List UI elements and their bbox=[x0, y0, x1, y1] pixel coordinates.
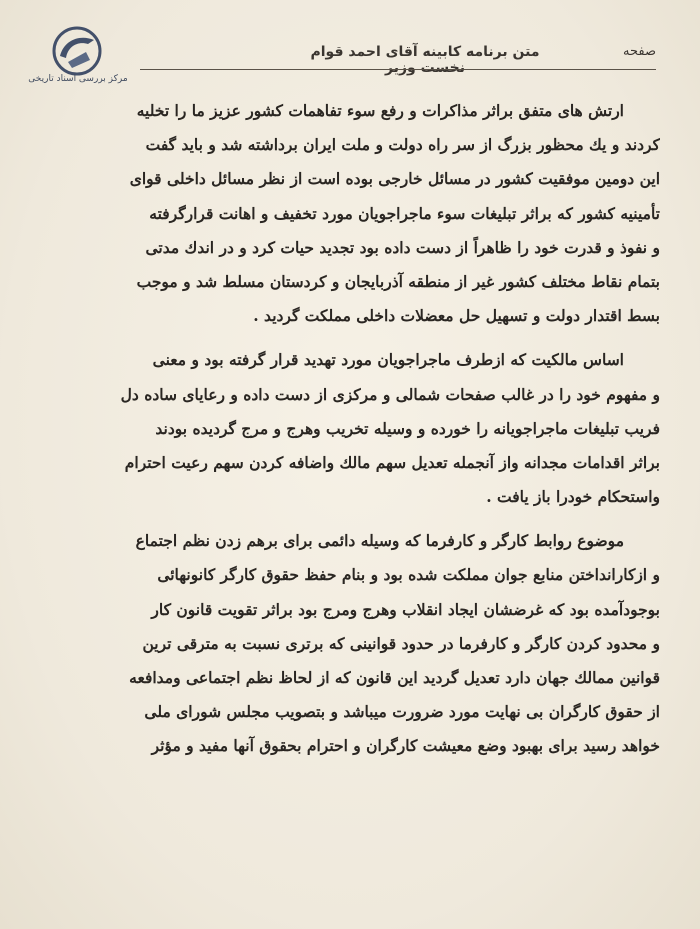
paragraph bbox=[60, 343, 660, 514]
text-line: و مفهوم خود را در غالب صفحات شمالی و مرکزی از دست داده و رعایای ساده دل bbox=[120, 384, 660, 404]
text-line: موضوع روابط کارگر و کارفرما که وسیله دائمی برای برهم زدن نظم اجتماع bbox=[135, 531, 624, 551]
text-line: فریب تبلیغات ماجراجویانه را خورده و وسیله تخریب وهرج و مرج گردیده بودند bbox=[155, 418, 660, 438]
page-label: صفحه bbox=[623, 44, 656, 59]
text-line: براثر اقدامات مجدانه واز آنجمله تعدیل سهم مالك واضافه کردن سهم رعیت احترام bbox=[124, 452, 660, 472]
archive-logo-icon bbox=[50, 26, 104, 76]
text-line: واستحکام خودرا باز یافت . bbox=[486, 487, 660, 507]
watermark bbox=[8, 22, 143, 84]
text-line: بتمام نقاط مختلف کشور غیر از منطقه آذربایجان و کردستان مسلط شد و موجب bbox=[136, 271, 660, 291]
text-line: از حقوق کارگران بی نهایت مورد ضرورت میباشد و بتصویب مجلس شورای ملی bbox=[144, 702, 660, 722]
text-line: و ازکارانداختن منابع جوان مملکت شده بود و بنام حفظ حقوق کارگر کانونهائی bbox=[157, 565, 660, 585]
text-line: ارتش های متفق براثر مذاکرات و رفع سوء تفاهمات کشور عزیز ما را تخلیه bbox=[136, 101, 624, 120]
watermark-text: مرکز بررسی اسناد تاریخی bbox=[28, 74, 128, 84]
text-line: تأمینیه کشور که براثر تبلیغات سوء ماجراجویان مورد تخفیف و اهانت قرارگرفته bbox=[149, 203, 660, 223]
paragraph bbox=[60, 94, 660, 333]
text-line: قوانین ممالك جهان دارد تعدیل گردید این قانون که از لحاظ نظم اجتماعی ومدافعه bbox=[129, 668, 660, 687]
text-line: بوجودآمده بود که غرضشان ایجاد انقلاب وهرج ومرج بود براثر تقویت قانون کار bbox=[151, 599, 660, 619]
text-line: و محدود کردن کارگر و کارفرما در حدود قوانینی که برتری نسبت به مترقی ترین bbox=[142, 633, 660, 653]
header-title: متن برنامه کابینه آقای احمد قوام نخست وزیر bbox=[310, 44, 540, 76]
text-line: خواهد رسید برای بهبود وضع معیشت کارگران و احترام بحقوق آنها مفید و مؤثر bbox=[151, 736, 660, 756]
paragraph bbox=[60, 524, 660, 763]
text-line: اساس مالکیت که ازطرف ماجراجویان مورد تهدید قرار گرفته بود و معنی bbox=[152, 350, 624, 370]
document-body bbox=[60, 94, 660, 764]
text-line: و نفوذ و قدرت خود را ظاهراً از دست داده بود تجدید حیات کرد و در اندك مدتی bbox=[145, 237, 660, 257]
text-line: این دومین موفقیت کشور در مسائل خارجی بوده است از نظر مسائل داخلی قوای bbox=[129, 169, 660, 189]
header-rule bbox=[140, 69, 656, 70]
running-header bbox=[140, 42, 656, 76]
text-line: بسط اقتدار دولت و تسهیل حل معضلات داخلی مملکت گردید . bbox=[253, 306, 660, 326]
text-line: کردند و یك محظور بزرگ از سر راه دولت و ملت ایران برداشته شد و باید گفت bbox=[145, 135, 660, 155]
